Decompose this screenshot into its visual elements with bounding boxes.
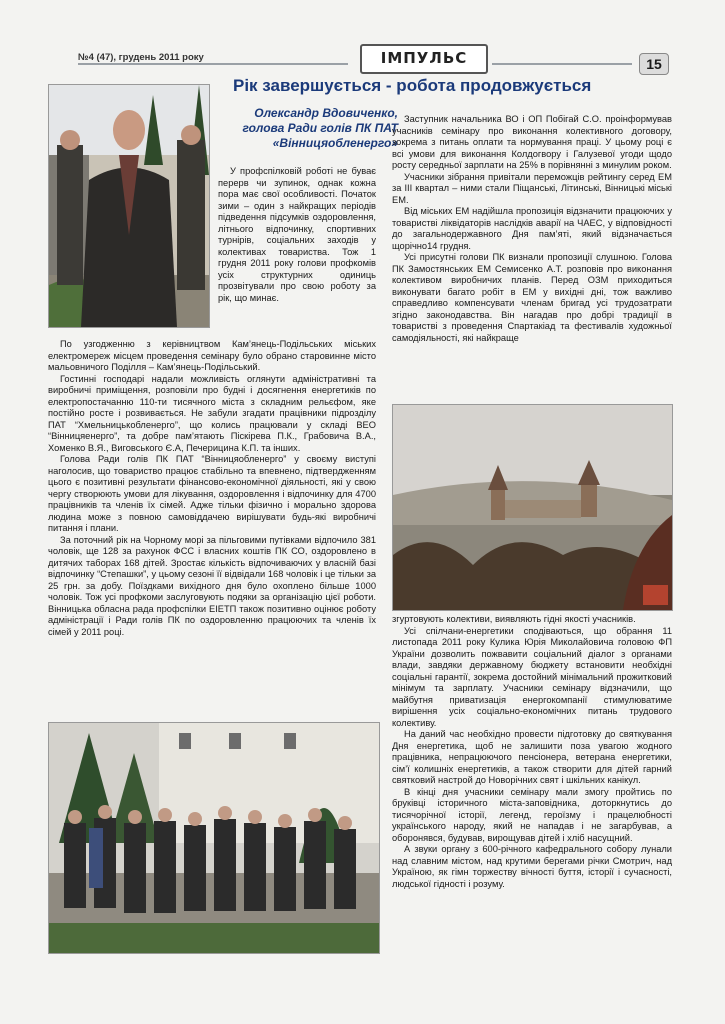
paragraph: По узгодженню з керівництвом Кам’янець-Подільських міських електромереж місцем проведення семінару було обрано старовинне місто мальовничого Поділля – Кам’янець-Подільський.	[48, 339, 376, 372]
paragraph: Усі присутні голови ПК визнали пропозиції слушною. Голова ПК Замостянських ЕМ Семисенко А.Т. розповів про виконання колективом виробничих планів. Перед ОЗМ приходиться виконувати багато робіт в ЕМ у вихідні дні, тож важливо справедливо компенсувати членам бригад усі трудозатрати згідно законодавства. Він нагадав про добрі традиції в товаристві з проведення Спартакіад та фестивалів художньої самодіяльності, які найкраще	[392, 252, 672, 343]
paragraph: Усі спілчани-енергетики сподіваються, що обрання 11 листопада 2011 року Кулика Юрія Миколайовича головою ФП України дозволить пожвавити соціальний діалог з органами влади, завдяки державному бюджету встановити необхідні соціальні гарантії, зокрема достойний мінімальний прожитковий мінімум та зарплату. Учасники семінару відзначили, що майбутня приватизація енергокомпанії стимулюватиме вирішення усіх соціально-економічних питань трудового колективу.	[392, 625, 672, 728]
author-photo	[48, 84, 210, 328]
paragraph: Учасники зібрання привітали переможців рейтингу серед ЕМ за ІІІ квартал – ними стали Піщанські, Літинські, Вінницькі міські ЕМ.	[392, 171, 672, 205]
newspaper-logo	[360, 44, 488, 74]
paragraph: Від міських ЕМ надійшла пропозиція відзначити працюючих у товаристві ліквідаторів наслідків аварії на ЧАЕС, у відповідності до загальнодержавного Дня пам’яті, який відзначається щорічно14 грудня.	[392, 206, 672, 251]
author-byline	[228, 106, 398, 151]
paragraph: У профспілковій роботі не буває перерв чи зупинок, однак кожна пора має свої особливості. Початок зими – один з найкращих періодів підведення підсумків оздоровлення, літнього відпочинку, спортивних турнірів, соціальних заходів у колективах товариства. Тож 1 грудня 2011 року голови профкомів усіх структурних одиниць прозвітували про свою роботу за рік, що минає.	[218, 166, 376, 303]
author-title: голова Ради голів ПК ПАТ «Вінницяобленерго»	[242, 121, 398, 150]
page-number: 15	[639, 53, 669, 75]
header-rule-right	[492, 63, 632, 65]
paragraph: Голова Ради голів ПК ПАТ “Вінницяобленерго” у своєму виступі наголосив, що товариство працює стабільно та впевнено, підтвердженням цього є позитивні результати фінансово-економічної діяльності, які у свою чергу створюють умови для лікування, оздоровлення і відпочинку для 4700 працівників та членів їх сімей. Адже тільки фізично і морально здорова людина може з повною самовіддачею вирішувати будь-які виробничі питання і плани.	[48, 454, 376, 533]
column-left	[48, 339, 376, 638]
logo-text: ІМПУЛЬС	[380, 49, 468, 67]
intro-text	[218, 166, 376, 304]
paragraph: А звуки органу з 600-річного кафедрального собору лунали над славним містом, над крутими берегами річки Смотрич, над Україною, як гімн торжеству вічності буття, історії і сучасності, людської гідності і розуму.	[392, 844, 672, 889]
paragraph: Гостинні господарі надали можливість оглянути адміністративні та виробничі приміщення, розповіли про будні і досягнення енергетиків по електропостачанню 110-ти тисячного міста з складним рельєфом, яке постійно росте і розвивається. Не забули згадати працівники підрозділу ПАТ “Хмельницькобленерго”, що колись працювали у складі ВЕО “Вінницяенерго”, та добре пам’ятають Піскірева П.К., Грабовича В.А., Хоменко В.Я., Виговського Є.А, Печерицина К.П. та інших.	[48, 373, 376, 453]
group-photo	[48, 722, 380, 954]
column-right-top	[392, 114, 672, 344]
header-rule-left	[78, 63, 348, 65]
paragraph: За поточний рік на Чорному морі за пільговими путівками відпочило 381 чоловік, ще 128 за рахунок ФСС і власних коштів ПК СО, оздоровлено в дитячих таборах 168 дітей. Зростає кількість відпочиваючих у власній базі відпочинку “Степашки”, у цьому сезоні її відвідали 168 чоловік і це тільки за 25 грн. за добу. Поїздками вихідного дня було охоплено більше 1000 чоловік. Тож усі профкоми заслуговують подяки за організацію цієї роботи. Вінницька обласна рада профспілки ЕІЕТП також позитивно оцінює роботу адміністрації і Ради голів ПК по оздоровленню працюючих та членів їх сімей у 2011 році.	[48, 534, 376, 637]
paragraph: Заступник начальника ВО і ОП Побігай С.О. проінформував учасників семінару про виконання колективного договору, зокрема з питань оплати та нормування праці. У цьому році є всі умови для виконання Колдогвору і Галузевої угоди щодо росту середньої зарплати на 25% в порівнянні з минулим роком.	[392, 114, 672, 170]
paragraph: В кінці дня учасники семінару мали змогу пройтись по бруківці історичного міста-заповідника, доторкнутись до тисячорічної історії, легенд, героїзму і працелюбності українського народу, який не нападав і не загарбував, а оборонявся, будував, вирощував дітей і хліб насущний.	[392, 786, 672, 843]
article-headline: Рік завершується - робота продовжується	[233, 76, 592, 95]
column-right-bottom	[392, 614, 672, 890]
author-name: Олександр Вдовиченко,	[254, 106, 398, 120]
paragraph: згуртовують колективи, виявляють гідні якості учасників.	[392, 614, 636, 624]
landscape-photo	[392, 404, 673, 611]
paragraph: На даний час необхідно провести підготовку до святкування Дня енергетика, щоб не залишити поза увагою жодного працівника, непрацюючого пенсіонера, ветерана енергетики, сім’ї колишніх енергетиків, а також створити для дітей гарний святковий настрой до Новорічних свят і шкільних канікул.	[392, 729, 672, 785]
issue-date: №4 (47), грудень 2011 року	[78, 52, 204, 63]
